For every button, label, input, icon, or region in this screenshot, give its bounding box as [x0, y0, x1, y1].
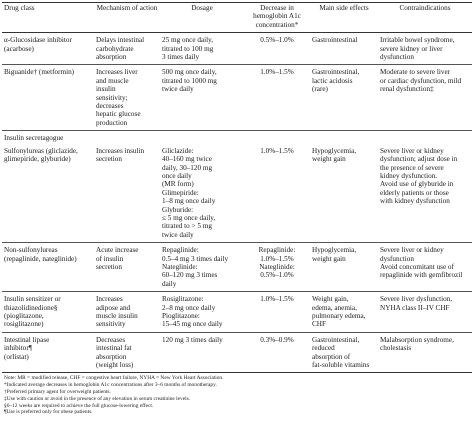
cell-text-line: 40–160 mg twice [162, 155, 212, 164]
cell-text-line: decreases [96, 102, 124, 111]
cell-text-line: dysfunction; adjust dose in [380, 155, 458, 164]
cell-text-line: 1–8 mg once daily [162, 197, 216, 206]
cell-text-line: 2–8 mg once daily [162, 303, 216, 312]
hba1c-cell [244, 332, 310, 373]
cell-text-line: rosiglitazone) [4, 320, 44, 329]
drug-class-cell [2, 65, 94, 131]
cell-text-line: Acute increase [96, 246, 139, 255]
side-effects-cell [310, 65, 378, 131]
header-dosage: Dosage [160, 3, 244, 33]
cell-text-line: once daily [162, 171, 192, 180]
cell-text-line: absorption of [312, 352, 351, 361]
contraindications-cell [378, 243, 472, 292]
drug-table [2, 2, 472, 373]
cell-text-line: (acarbose) [4, 44, 34, 53]
dosage-cell [160, 146, 244, 243]
cell-text-line: 3 times daily [162, 53, 200, 62]
cell-text-line: kidney dysfunction. [380, 171, 438, 180]
hba1c-cell [244, 146, 310, 243]
header-row [2, 3, 472, 33]
cell-text-line: edema, anemia, [312, 303, 357, 312]
drug-class-cell [2, 33, 94, 65]
cell-text-line: renal dysfunction‡ [380, 85, 434, 94]
cell-text-line: weight gain [312, 155, 346, 164]
cell-text-line: 1.0%–1.5% [260, 295, 294, 304]
footnote-line: ‡Use with caution or avoid in the presence of any elevation in serum creatinine levels. [4, 395, 191, 402]
side-effects-cell [310, 292, 378, 333]
cell-text-line: Hypoglycemia, [312, 146, 357, 155]
side-effects-cell [310, 243, 378, 292]
drug-class-cell [2, 243, 94, 292]
mechanism-cell [94, 65, 160, 131]
drug-class-cell [2, 131, 94, 146]
hba1c-cell [244, 243, 310, 292]
cell-text-line: α-Glucosidase inhibitor [4, 36, 72, 45]
cell-text-line: ≤ 5 mg once daily, [162, 213, 216, 222]
cell-text-line: (weight loss) [96, 361, 134, 370]
cell-text-line: Nateglinide: [162, 262, 198, 271]
cell-text-line: titrated to > 5 mg [162, 222, 212, 231]
contraindications-cell [378, 332, 472, 373]
cell-text-line: 500 mg once daily, [162, 68, 217, 77]
cell-text-line: Gastrointestinal, [312, 335, 360, 344]
cell-text-line: (orlistat) [4, 352, 29, 361]
cell-text-line: Insulin sensitizer or [4, 295, 61, 304]
cell-text-line: CHF [312, 320, 326, 329]
cell-text-line: Increases insulin [96, 146, 145, 155]
header-side-effects: Main side effects [310, 3, 378, 33]
header-contraindications: Contraindications [378, 3, 472, 33]
cell-text-line: 1.0%–1.5% [260, 146, 294, 155]
cell-text-line: 25 mg once daily, [162, 36, 214, 45]
cell-text-line: dysfunction [380, 254, 414, 263]
cell-text-line: Avoid use of glyburide in [380, 180, 454, 189]
cell-text-line: thiazolidinedione§ [4, 303, 58, 312]
cell-text-line: 0.5%–1.0% [260, 36, 294, 45]
dosage-cell [160, 65, 244, 131]
hba1c-cell [244, 292, 310, 333]
table-header [2, 3, 472, 33]
table-row [2, 65, 472, 131]
table-row [2, 33, 472, 65]
cell-text-line: Sulfonylureas (gliclazide, [4, 146, 78, 155]
cell-text-line: 1.0%–1.5% [260, 254, 294, 263]
cell-text-line: hepatic glucose [96, 110, 141, 119]
cell-text-line: titrated to 1000 mg [162, 76, 217, 85]
contraindications-cell [378, 146, 472, 243]
cell-text-line: Non-sulfonylureas [4, 246, 58, 255]
cell-text-line: Intestinal lipase [4, 335, 50, 344]
cell-text-line: daily [162, 279, 177, 288]
cell-text-line: (pioglitazone, [4, 312, 44, 320]
cell-text-line: Decreases [96, 335, 126, 344]
header-drug-class: Drug class [2, 3, 94, 33]
cell-text-line: Insulin secretagogue [4, 134, 64, 143]
cell-text-line: repaglinide with gemfibrozil [380, 271, 463, 280]
cell-text-line: (MR form) [162, 180, 194, 189]
mechanism-cell [94, 146, 160, 243]
mechanism-cell [94, 332, 160, 373]
cell-text-line: of insulin [96, 254, 124, 263]
contraindications-cell [378, 33, 472, 65]
cell-text-line: Irritable bowel syndrome, [380, 36, 455, 45]
cell-text-line: Severe liver or kidney [380, 146, 444, 155]
dosage-cell [160, 292, 244, 333]
cell-text-line: 60–120 mg 3 times [162, 271, 218, 280]
header-mechanism: Mechanism of action [94, 3, 160, 33]
cell-text-line: 120 mg 3 times daily [162, 335, 223, 344]
cell-text-line: Hypoglycemia, [312, 246, 357, 255]
drug-class-cell [2, 146, 94, 243]
cell-text-line: 15–45 mg once daily [162, 320, 223, 329]
cell-text-line: with kidney dysfunction [380, 197, 450, 206]
cell-text-line: Moderate to severe liver [380, 68, 451, 77]
cell-text-line: 0.5%–1.0% [260, 271, 294, 280]
side-effects-cell [310, 33, 378, 65]
cell-text-line: Repaglinide: [258, 246, 296, 255]
cell-text-line: Gastrointestinal [312, 36, 358, 45]
side-effects-cell [310, 146, 378, 243]
cell-text-line: NYHA class II–IV CHF [380, 303, 450, 312]
cell-text-line: fat-soluble vitamins [312, 361, 370, 370]
cell-text-line: inhibitor¶ [4, 344, 33, 353]
cell-text-line: dysfunction [380, 53, 414, 62]
cell-text-line: muscle insulin [96, 312, 138, 320]
cell-text-line: Rosiglitazone: [162, 295, 204, 304]
cell-text-line: Glyburide: [162, 205, 194, 214]
footnote-line: §6–12 weeks are required to achieve the full glucose-lowering effect. [4, 402, 154, 409]
cell-text-line: Nateglinide: [259, 262, 295, 271]
dosage-cell [160, 332, 244, 373]
cell-text-line: lactic acidosis [312, 76, 353, 85]
cell-text-line: the presence of severe [380, 163, 444, 172]
cell-text-line: 0.3%–0.9% [260, 335, 294, 344]
table-row [2, 243, 472, 292]
footnote-line: ¶Use is preferred only for obese patients. [4, 409, 93, 416]
cell-text-line: pulmonary edema, [312, 312, 366, 320]
cell-text-line: Gliclazide: [162, 146, 194, 155]
mechanism-cell [94, 292, 160, 333]
hba1c-cell [244, 33, 310, 65]
table-row [2, 292, 472, 333]
header-hba1c: Decrease in hemoglobin A1c concentration* [244, 3, 310, 33]
dosage-cell [160, 131, 244, 146]
cell-text-line: elderly patients or those [380, 188, 449, 197]
footnote-line: †Preferred primary agent for overweight patients. [4, 389, 111, 396]
table-row [2, 146, 472, 243]
cell-text-line: weight gain [312, 254, 346, 263]
cell-text-line: (repaglinide, nateglinide) [4, 254, 77, 263]
cell-text-line: Pioglitazone: [162, 312, 200, 320]
cell-text-line: absorption [96, 53, 127, 62]
table-row [2, 332, 472, 373]
cell-text-line: Increases [96, 295, 123, 304]
cell-text-line: cholestasis [380, 344, 412, 353]
cell-text-line: Avoid concomitant use of [380, 262, 454, 271]
side-effects-cell [310, 332, 378, 373]
mechanism-cell [94, 131, 160, 146]
cell-text-line: Repaglinide: [162, 246, 199, 255]
cell-text-line: sensitivity; [96, 93, 128, 102]
contraindications-cell [378, 131, 472, 146]
contraindications-cell [378, 292, 472, 333]
cell-text-line: 1.0%–1.5% [260, 68, 294, 77]
cell-text-line: Severe liver or kidney [380, 246, 444, 255]
cell-text-line: (rare) [312, 85, 328, 94]
cell-text-line: absorption [96, 352, 127, 361]
cell-text-line: severe kidney or liver [380, 44, 443, 53]
cell-text-line: Biguanide† (metformin) [4, 68, 75, 77]
cell-text-line: carbohydrate [96, 44, 134, 53]
footnote-line: *Indicated average decreases in hemoglobin A1c concentrations after 3–6 months of monotherapy. [4, 382, 217, 389]
dosage-cell [160, 243, 244, 292]
cell-text-line: titrated to 100 mg [162, 44, 214, 53]
hba1c-cell [244, 65, 310, 131]
cell-text-line: Severe liver dysfunction, [380, 295, 453, 304]
cell-text-line: Gastrointestinal, [312, 68, 360, 77]
cell-text-line: glimepiride, glyburide) [4, 155, 71, 164]
cell-text-line: intestinal fat [96, 344, 132, 353]
cell-text-line: Malabsorption syndrome, [380, 335, 454, 344]
table-row [2, 131, 472, 146]
cell-text-line: adipose and [96, 303, 131, 312]
mechanism-cell [94, 33, 160, 65]
cell-text-line: production [96, 118, 128, 127]
mechanism-cell [94, 243, 160, 292]
cell-text-line: and muscle [96, 76, 129, 85]
side-effects-cell [310, 131, 378, 146]
cell-text-line: secretion [96, 155, 122, 164]
cell-text-line: daily, 30–120 mg [162, 163, 213, 172]
dosage-cell [160, 33, 244, 65]
cell-text-line: Weight gain, [312, 295, 349, 304]
cell-text-line: reduced [312, 344, 335, 353]
drug-class-cell [2, 332, 94, 373]
cell-text-line: or cardiac dysfunction, mild [380, 76, 462, 85]
cell-text-line: Glimepiride: [162, 188, 199, 197]
hba1c-cell [244, 131, 310, 146]
cell-text-line: twice daily [162, 230, 194, 239]
footnotes [2, 375, 472, 416]
drug-class-cell [2, 292, 94, 333]
cell-text-line: twice daily [162, 85, 194, 94]
footnote-line: Note: MR = modified release, CHF = congestive heart failure, NYHA = New York Heart Association. [4, 375, 224, 382]
cell-text-line: Delays intestinal [96, 36, 145, 45]
cell-text-line: 0.5–4 mg 3 times daily [162, 254, 229, 263]
contraindications-cell [378, 65, 472, 131]
table-body [2, 33, 472, 373]
cell-text-line: sensitivity [96, 320, 126, 329]
cell-text-line: secretion [96, 262, 122, 271]
cell-text-line: Increases liver [96, 68, 138, 77]
cell-text-line: insulin [96, 85, 116, 94]
